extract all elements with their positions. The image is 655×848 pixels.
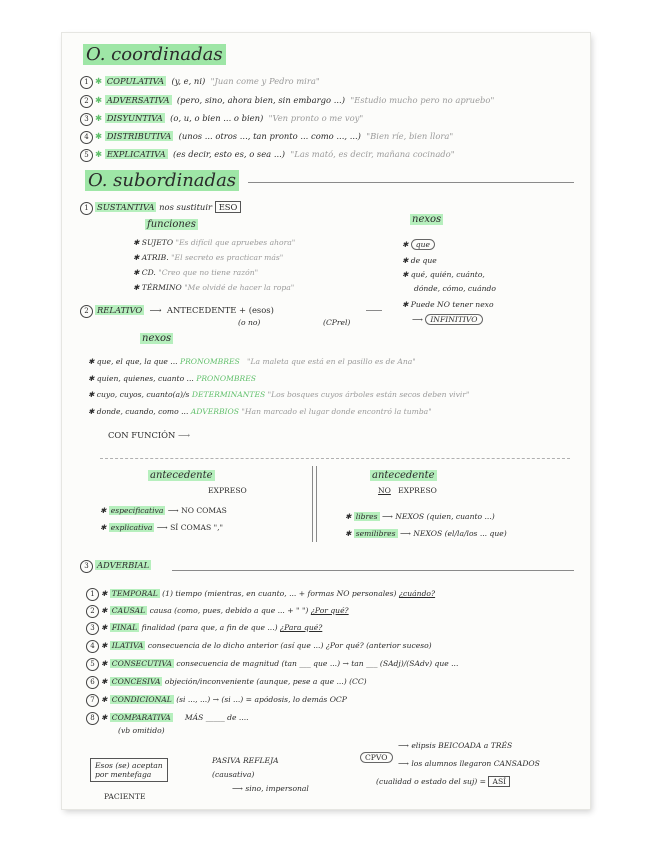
funcion-3: ✱ CD. "Creo que no tiene razón" [133, 268, 259, 277]
rel-nexo-4: ✱ donde, cuando, como ... ADVERBIOS "Han marcado el lugar donde encontró la tumba" [88, 407, 432, 416]
causativa: (causativa) [212, 770, 255, 779]
divider-dashed [100, 458, 570, 459]
sust-nexo-1: ✱ que [402, 240, 435, 249]
adv-row-5: 5 ✱ CONSECUTIVA consecuencia de magnitud (tan ___ que ...) → tan ___ (SAdj)/(SAdv) que ... [86, 658, 458, 671]
funciones-title: funciones [147, 219, 196, 230]
adv-row-2: 2 ✱ CAUSAL causa (como, pues, debido a que ... + " ") ¿Por qué? [86, 605, 349, 618]
adv-row-1: 1 ✱ TEMPORAL (1) tiempo (mientras, en cuanto, ... + formas NO personales) ¿cuándo? [86, 588, 435, 601]
ant-left-title: antecedente [150, 470, 213, 481]
vb-omitido: (vb omitido) [118, 726, 165, 735]
sust-nexos-title: nexos [412, 214, 442, 225]
paciente: PACIENTE [104, 792, 146, 801]
funcion-2: ✱ ATRIB. "El secreto es practicar más" [133, 253, 284, 262]
rel-nexo-2: ✱ quien, quienes, cuanto ... PRONOMBRES [88, 374, 256, 383]
funcion-4: ✱ TÉRMINO "Me olvidé de hacer la ropa" [133, 283, 295, 292]
adv-row-7: 7 ✱ CONDICIONAL (si ..., ...) → (si ...) = apódosis, lo demás OCP [86, 694, 347, 707]
ant-left-2: ✱ explicativa ⟶ SÍ COMAS "," [100, 523, 224, 532]
relativo-sub1: (o no) [238, 318, 261, 327]
sino-impersonal: ⟶ sino, impersonal [232, 784, 309, 793]
subordinadas-title: O. subordinadas [85, 170, 239, 191]
rel-nexo-3: ✱ cuyo, cuyos, cuanto(a)/s DETERMINANTES "Los bosques cuyos árboles están secos deben vivir" [88, 390, 470, 399]
adv-row-4: 4 ✱ ILATIVA consecuencia de lo dicho anterior (así que ...) ¿Por qué? (anterior suceso) [86, 640, 432, 653]
sust-nexo-3: ✱ qué, quién, cuánto, [402, 270, 485, 279]
pasiva-refleja: PASIVA REFLEJA [212, 756, 279, 765]
ant-right-2: ✱ semilibres ⟶ NEXOS (el/la/los ... que) [345, 529, 507, 538]
sust-nexo-6: ⟶ INFINITIVO [412, 315, 483, 324]
coordinadas-title: O. coordinadas [83, 44, 226, 65]
cpvo-b: ⟶ los alumnos llegaron CANSADOS [398, 759, 540, 768]
cpvo-oval: CPVO [360, 753, 393, 762]
con-funcion: CON FUNCIÓN ⟶ [108, 430, 191, 440]
cpvo-a: ⟶ elipsis BEICOADA a TRÉS [398, 741, 513, 750]
adv-row-3: 3 ✱ FINAL finalidad (para que, a fin de que ...) ¿Para qué? [86, 622, 322, 635]
adv-row-8: 8 ✱ COMPARATIVA MÁS _____ de .... [86, 712, 249, 725]
coord-row-5: 5 ✱ EXPLICATIVA (es decir, esto es, o sea ...) "Las mató, es decir, mañana cocinado" [80, 149, 455, 162]
adv-row-6: 6 ✱ CONCESIVA objeción/inconveniente (aunque, pese a que ...) (CC) [86, 676, 367, 689]
section-divider [248, 182, 574, 183]
ant-right-title: antecedente [372, 470, 435, 481]
ant-left-1: ✱ especificativa ⟶ NO COMAS [100, 506, 227, 515]
coord-row-2: 2 ✱ ADVERSATIVA (pero, sino, ahora bien, sin embargo ...) "Estudio mucho pero no apruebo" [80, 95, 494, 108]
adverbial-rule [172, 570, 574, 571]
sustantiva-header: 1 SUSTANTIVA nos sustituir ESO [80, 202, 241, 215]
column-divider [312, 466, 313, 542]
sust-nexo-2: ✱ de que [402, 256, 437, 265]
sust-nexo-4: dónde, cómo, cuándo [414, 284, 496, 293]
relativo-arrow [366, 310, 382, 311]
relativo-sub2: (CPrel) [323, 318, 351, 327]
relativo-header: 2 RELATIVO ⟶ ANTECEDENTE + (esos) [80, 305, 274, 318]
rel-nexo-1: ✱ que, el que, la que ... PRONOMBRES "La maleta que está en el pasillo es de Ana" [88, 357, 416, 366]
eso-box: ESO [215, 201, 242, 213]
coord-row-1: 1 ✱ COPULATIVA (y, e, ni) "Juan come y Pedro mira" [80, 76, 320, 89]
adverbial-header: 3 ADVERBIAL [80, 560, 151, 573]
ant-right-1: ✱ libres ⟶ NEXOS (quien, cuanto ...) [345, 512, 495, 521]
ant-left-sub: EXPRESO [208, 486, 247, 495]
coord-row-3: 3 ✱ DISYUNTIVA (o, u, o bien ... o bien) "Ven pronto o me voy" [80, 113, 363, 126]
sust-nexo-5: ✱ Puede NO tener nexo [402, 300, 494, 309]
ant-right-sub: NO EXPRESO [378, 486, 437, 495]
cpvo-c: (cualidad o estado del suj) = ASÍ [376, 777, 510, 786]
rel-nexos-title: nexos [142, 333, 172, 344]
funcion-1: ✱ SUJETO "Es difícil que apruebes ahora" [133, 238, 296, 247]
esos-box: Esos (se) aceptan por mentefaga [90, 758, 168, 782]
column-divider-2 [316, 466, 317, 542]
coord-row-4: 4 ✱ DISTRIBUTIVA (unos ... otros ..., tan pronto ... como ..., ...) "Bien ríe, bien llora" [80, 131, 453, 144]
